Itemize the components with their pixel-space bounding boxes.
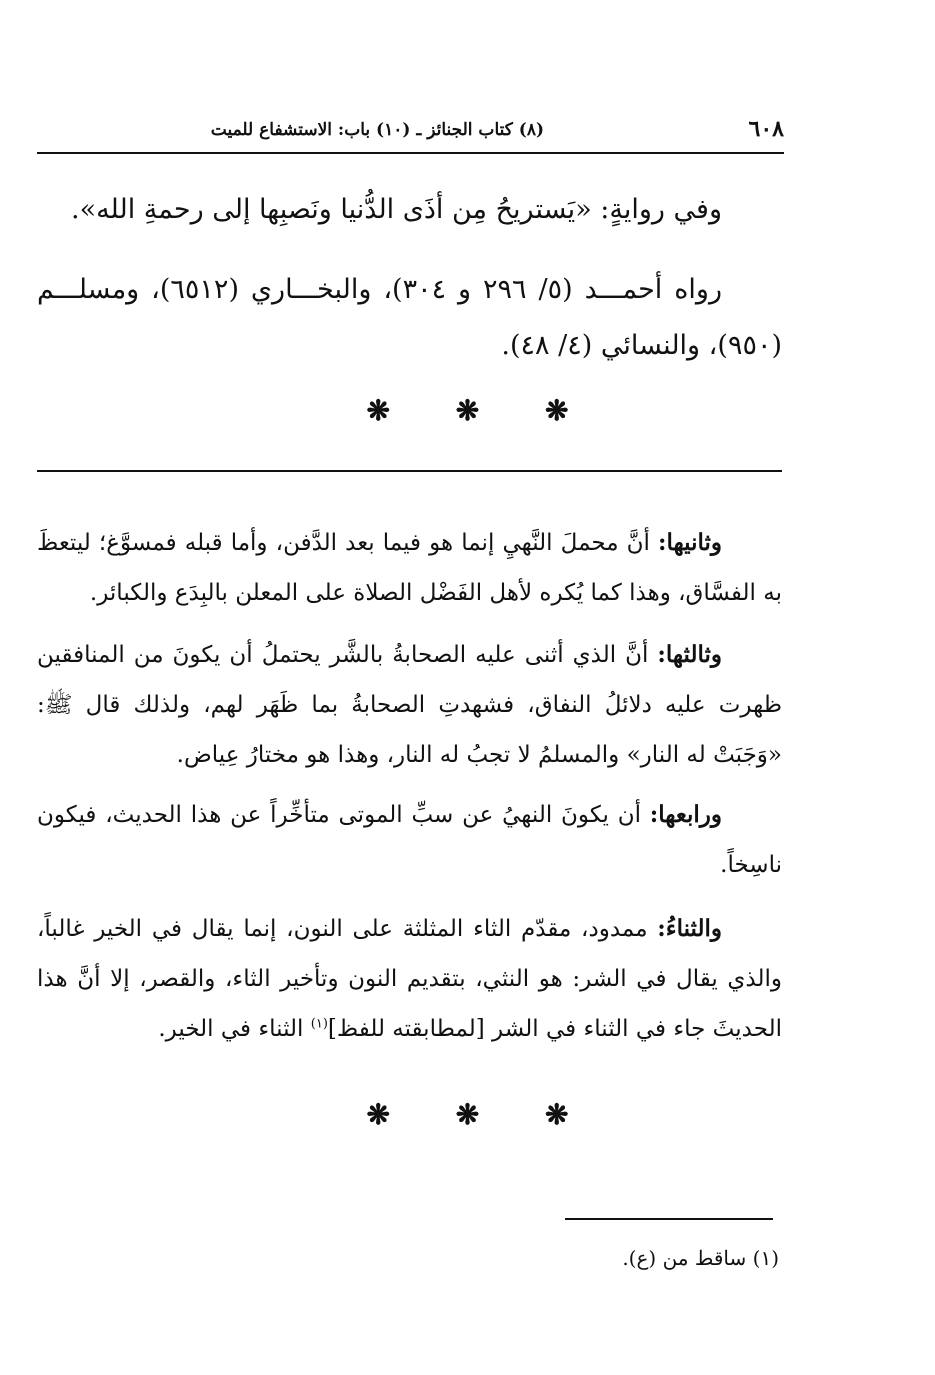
star-ornament: ❋	[455, 394, 480, 427]
takhrij-text: رواه أحمـــد (٥/ ٢٩٦ و ٣٠٤)، والبخـــاري (٦٥١٢)، ومسلـــم (٩٥٠)، والنسائي (٤/ ٤٨).	[37, 274, 782, 361]
star-ornament: ❋	[366, 1098, 391, 1131]
page-number: ٦٠٨	[748, 116, 784, 142]
paragraph-text: ممدود، مقدّم الثاء المثلثة على النون، إنما يقال في الخير غالباً، والذي يقال في الشر: هو النثي، بتقديم النون وتأخير الثاء، والقصر، إلا أنَّ هذا الحديثَ جاء في الثناء في الشر [لمطابقته للفظ]	[37, 916, 782, 1042]
hadith-takhrij	[37, 262, 782, 374]
commentary-paragraph-thana	[37, 904, 782, 1054]
commentary-paragraph-2	[37, 518, 782, 618]
footnote-1	[37, 1240, 779, 1276]
paragraph-lead: والثناءُ:	[657, 915, 722, 942]
section-stars-bottom	[0, 1098, 935, 1131]
section-stars-top	[0, 394, 935, 427]
star-ornament: ❋	[366, 394, 391, 427]
footnote-divider	[565, 1218, 773, 1220]
footnote-text: ساقط من (ع).	[622, 1246, 753, 1270]
section-divider	[37, 470, 782, 472]
header-divider	[37, 152, 784, 154]
page-header	[37, 112, 784, 152]
star-ornament: ❋	[455, 1098, 480, 1131]
paragraph-text: الثناء في الخير.	[158, 1016, 311, 1042]
hadith-riwaya	[37, 182, 782, 238]
footnote-reference[interactable]: (١)	[310, 1016, 328, 1032]
paragraph-text: أن يكونَ النهيُ عن سبِّ الموتى متأخِّراً عن هذا الحديث، فيكون ناسِخاً.	[37, 802, 782, 878]
paragraph-lead: وثانيها:	[658, 529, 722, 556]
paragraph-lead: ورابعها:	[649, 801, 722, 828]
commentary-paragraph-4	[37, 790, 782, 890]
paragraph-text: أنَّ الذي أثنى عليه الصحابةُ بالشَّر يحتملُ أن يكونَ من المنافقين ظهرت عليه دلائلُ النفاق، فشهدتِ الصحابةُ بما ظَهَر لهم، ولذلك قال ﷺ: «وَجَبَتْ له النار» والمسلمُ لا تجبُ له النار، وهذا هو مختارُ عِياض.	[37, 642, 782, 768]
running-title: (٨) كتاب الجنائز ـ (١٠) باب: الاستشفاع للميت	[210, 120, 544, 140]
star-ornament: ❋	[544, 394, 569, 427]
commentary-paragraph-3	[37, 630, 782, 780]
riwaya-text: وفي روايةٍ: «يَستريحُ مِن أذَى الدُّنيا ونَصبِها إلى رحمةِ الله».	[70, 194, 722, 225]
footnote-number: (١)	[752, 1246, 779, 1270]
star-ornament: ❋	[544, 1098, 569, 1131]
paragraph-lead: وثالثها:	[657, 641, 722, 668]
paragraph-text: أنَّ محملَ النَّهيِ إنما هو فيما بعد الدَّفن، وأما قبله فمسوَّغ؛ ليتعظَ به الفسَّاق، وهذا كما يُكره لأهل الفَضْل الصلاة على المعلن بالبِدَع والكبائر.	[37, 530, 782, 606]
